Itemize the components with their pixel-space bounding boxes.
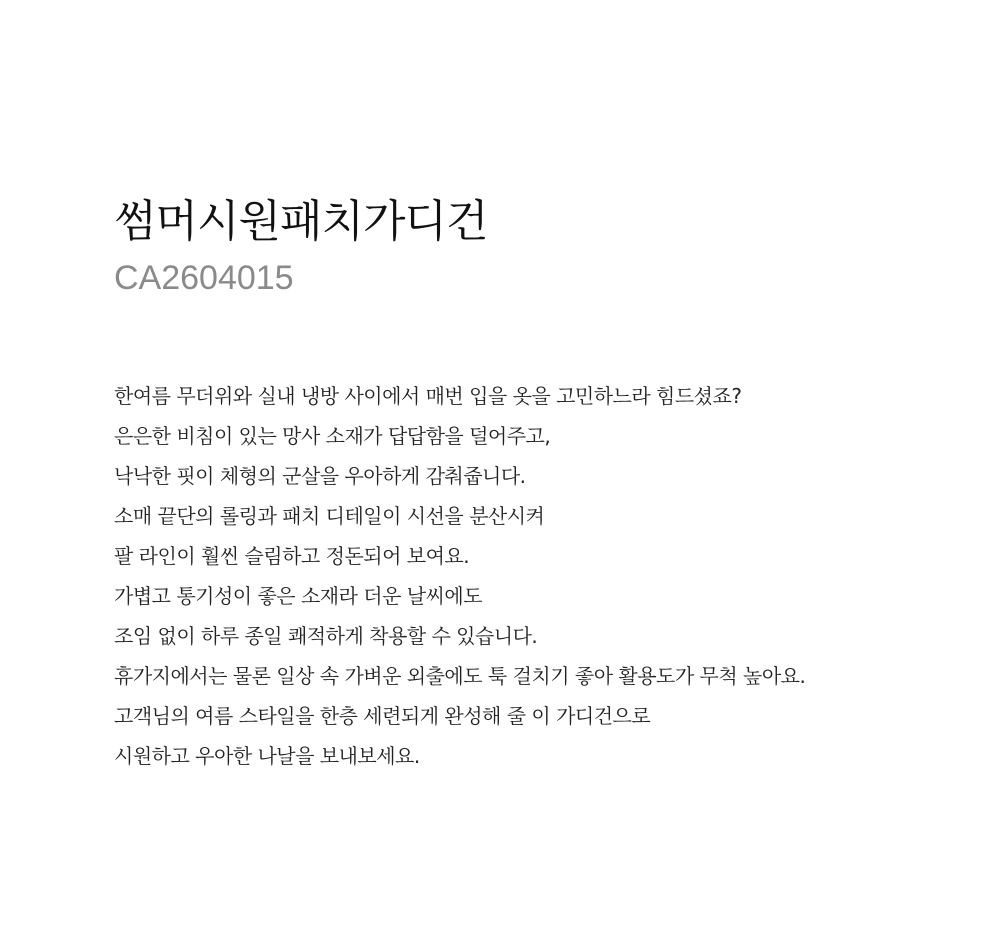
description-line: 소매 끝단의 롤링과 패치 디테일이 시선을 분산시켜 <box>114 504 545 528</box>
description-line: 한여름 무더위와 실내 냉방 사이에서 매번 입을 옷을 고민하느라 힘드셨죠? <box>114 384 742 408</box>
product-description <box>114 376 974 776</box>
product-title: 썸머시원패치가디건 <box>114 196 488 247</box>
product-detail <box>114 190 974 776</box>
description-line: 시원하고 우아한 나날을 보내보세요. <box>114 744 420 768</box>
description-line: 가볍고 통기성이 좋은 소재라 더운 날씨에도 <box>114 584 483 608</box>
product-code: CA2604015 <box>114 259 294 297</box>
description-line: 고객님의 여름 스타일을 한층 세련되게 완성해 줄 이 가디건으로 <box>114 704 651 728</box>
description-line: 조임 없이 하루 종일 쾌적하게 착용할 수 있습니다. <box>114 624 538 648</box>
description-line: 휴가지에서는 물론 일상 속 가벼운 외출에도 툭 걸치기 좋아 활용도가 무척 높아요. <box>114 664 806 688</box>
description-line: 팔 라인이 훨씬 슬림하고 정돈되어 보여요. <box>114 544 470 568</box>
description-line: 낙낙한 핏이 체형의 군살을 우아하게 감춰줍니다. <box>114 464 526 488</box>
description-line: 은은한 비침이 있는 망사 소재가 답답함을 덜어주고, <box>114 424 551 448</box>
